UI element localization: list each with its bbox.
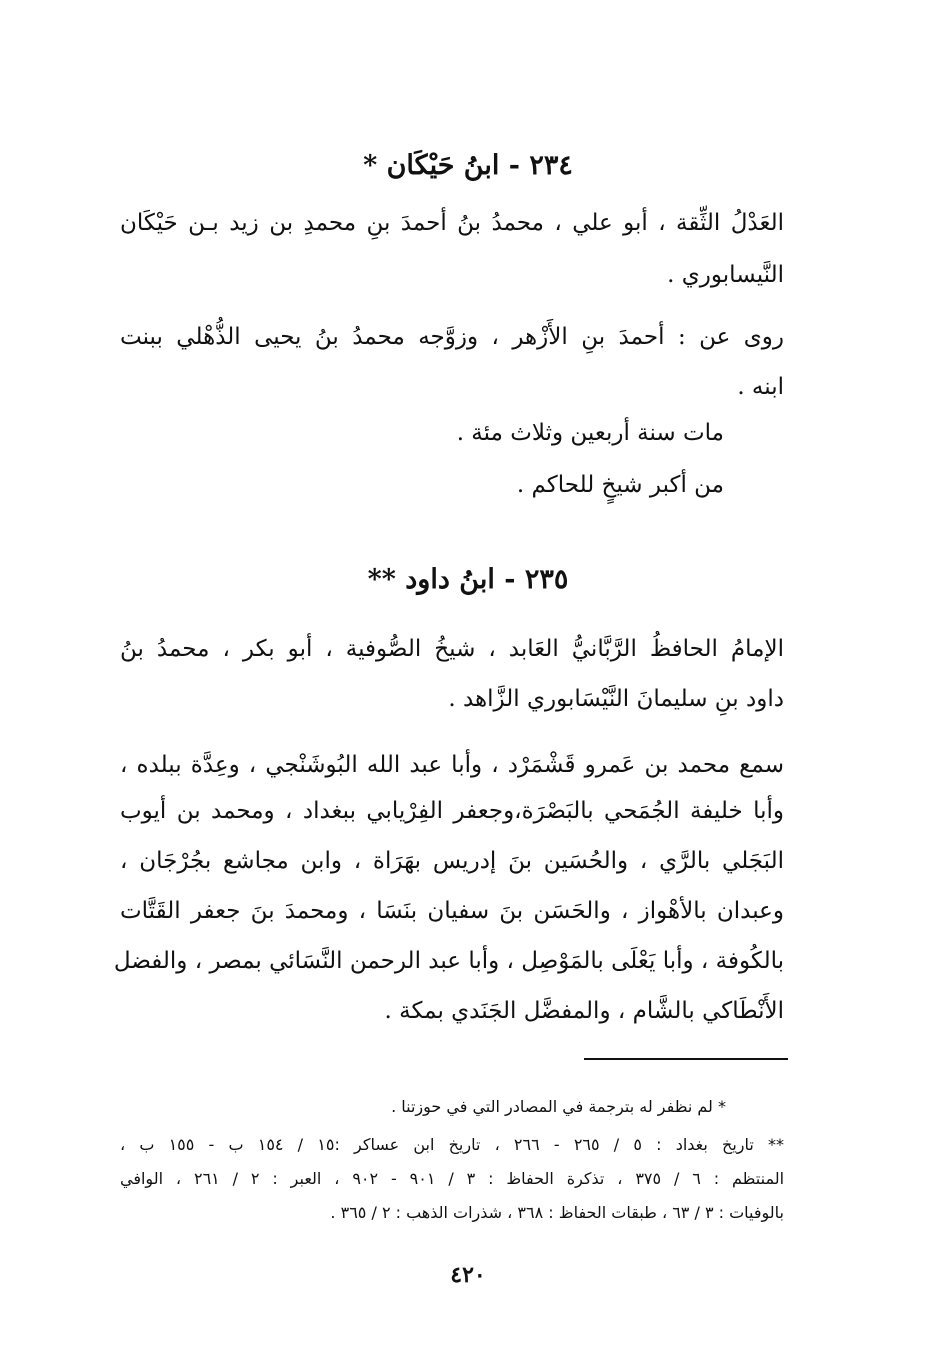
- text-line: الإمامُ الحافظُ الرَّبَّانيُّ العَابد ، شيخُ الصُّوفية ، أبو بكر ، محمدُ بنُ: [120, 636, 784, 662]
- footnote-separator: [584, 1058, 788, 1060]
- entry-235-paragraph-2: [113, 750, 784, 1030]
- footnote-line: المنتظم : ٦ / ٣٧٥ ، تذكرة الحفاظ : ٣ / ٩٠١ - ٩٠٢ ، العبر : ٢ / ٢٦١ ، الوافي: [120, 1169, 785, 1188]
- text-line: الأَنْطَاكي بالشَّام ، والمفضَّل الجَنَدي بمكة .: [384, 998, 784, 1024]
- footnote-line: ** تاريخ بغداد : ٥ / ٢٦٥ - ٢٦٦ ، تاريخ ابن عساكر :١٥ / ١٥٤ ب - ١٥٥ ب ،: [120, 1135, 785, 1154]
- text-line: وأبا خليفة الجُمَحي بالبَصْرَة،وجعفر الفِرْيابي ببغداد ، ومحمد بن أيوب: [120, 798, 784, 824]
- text-line: البَجَلي بالرَّي ، والحُسَين بنَ إدريس بهَرَاة ، وابن مجاشع بجُرْجَان ،: [120, 848, 784, 874]
- text-line: بالكُوفة ، وأبا يَعْلَى بالمَوْصِل ، وأبا عبد الرحمن النَّسَائي بمصر ، والفضل: [113, 948, 784, 974]
- footnote-line: بالوفيات : ٣ / ٦٣ ، طبقات الحفاظ : ٣٦٨ ، شذرات الذهب : ٢ / ٣٦٥ .: [330, 1203, 784, 1222]
- entry-234-paragraph-1: [120, 200, 784, 300]
- text-line: روى عن : أحمدَ بنِ الأَزْهر ، وزوَّجه محمدُ بنُ يحيى الذُّهْلي ببنت: [120, 324, 784, 350]
- text-line: النَّيسابوري .: [667, 262, 784, 288]
- entry-heading-234: ٢٣٤ - ابنُ حَيْكَان *: [363, 150, 573, 181]
- entry-234-paragraph-2: [120, 322, 784, 412]
- entry-235-paragraph-1: [120, 634, 784, 724]
- entry-234-paragraph-4: [120, 470, 784, 510]
- page-number: ٤٢٠: [450, 1262, 486, 1288]
- text-line: ابنه .: [737, 374, 784, 400]
- text-line: العَدْلُ الثِّقة ، أبو علي ، محمدُ بنُ أحمدَ بنِ محمدِ بن زيد بـن حَيْكَان: [120, 210, 784, 236]
- text-line: داود بنِ سليمانَ النَّيْسَابوري الزَّاهد .: [448, 686, 784, 712]
- text-line: سمع محمد بن عَمرو قَشْمَرْد ، وأبا عبد الله البُوشَنْجي ، وعِدَّة ببلده ،: [120, 752, 784, 778]
- text-line: مات سنة أربعين وثلاث مئة .: [456, 420, 724, 446]
- text-line: وعبدان بالأهْواز ، والحَسَن بنَ سفيان بنَسَا ، ومحمدَ بنَ جعفر القَتَّات: [120, 898, 784, 924]
- entry-heading-235: ٢٣٥ - ابنُ داود **: [367, 564, 569, 595]
- footnote-line: * لم نظفر له بترجمة في المصادر التي في حوزتنا .: [391, 1097, 726, 1116]
- text-line: من أكبر شيخٍ للحاكم .: [516, 472, 724, 498]
- entry-234-paragraph-3: [120, 418, 784, 458]
